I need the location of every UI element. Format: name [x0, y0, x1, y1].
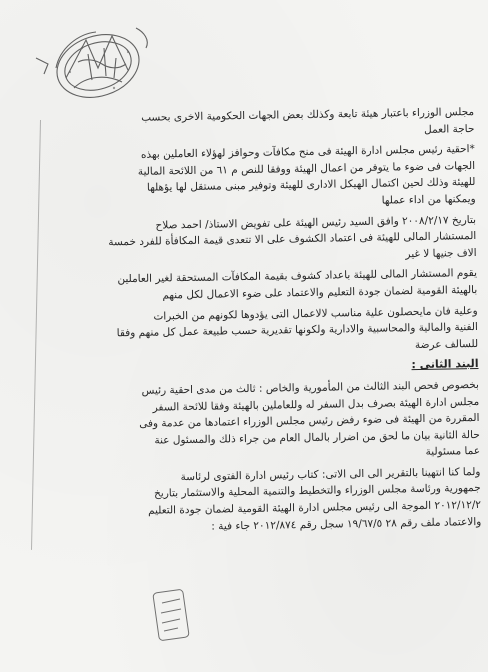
body-line: للهيئة وذلك لحين اكتمال الهيكل الادارى للهيئة وتوفير مبنى مستقل لها يؤهلها: [146, 176, 476, 195]
body-line: مجلس ادارة الهيئة بصرف بدل السفر له وللعاملين بالهيئة وفقا للائحة السفر: [152, 395, 480, 414]
body-line: الجهات فى ضوء ما يتوفر من اعمال الهيئة ووفقا للنص م ٦١ من اللائحة المالية: [137, 159, 476, 178]
body-line: للسالف عرضة: [414, 337, 479, 351]
document-body: [56, 104, 481, 537]
body-line: ولما كنا انتهينا بالتقرير الى الى الاتى: كتاب رئيس ادارة الفتوى لرئاسة: [180, 465, 481, 484]
body-line: والاعتماد ملف رقم ٢٨ ١٩/٦٧/٥ سجل رقم ٢٠١٢/٨٧٤ جاء فية :: [211, 515, 482, 533]
body-line: المقررة من الهيئة فى ضوء رفض رئيس مجلس الوزراء اعتمادها من عدمة وفى: [139, 412, 480, 430]
body-line: *احقية رئيس مجلس ادارة الهيئة فى منح مكافآت وحوافز لهؤلاء العاملين بهذه: [140, 143, 475, 162]
body-line: المستشار المالى للهيئة فى اعتماد الكشوف على الا تتعدى قيمة المكافأة للفرد خمسة: [108, 230, 477, 249]
body-line: حاجة العمل: [423, 122, 475, 136]
section-heading: البند الثانى :: [411, 357, 479, 372]
bottom-stamp-icon: [150, 585, 192, 645]
body-line: حالة الثانية بيان ما لحق من اضرار بالمال العام من جراء ذلك والمسئول عنة: [154, 428, 480, 447]
body-line: عما مسئولية: [425, 445, 481, 459]
seal-stamp-icon: [26, 18, 161, 108]
body-line: الاف جنيها لا غير: [405, 246, 477, 260]
body-line: بخصوص فحص البند الثالث من المأمورية والخاص : ثالث من مدى احقية رئيس: [141, 378, 480, 397]
body-line: وعلية فان مايحصلون علية مناسب لالاعمال التى يؤدوها لكونهم من الخبرات: [153, 304, 478, 323]
body-line: بتاريخ ٢٠٠٨/٢/١٧ وافق السيد رئيس الهيئة على تفويض الاستاذ/ احمد صلاح: [155, 213, 477, 232]
body-line: ٢٠١٢/١٢/٢ الموجة الى رئيس مجلس ادارة الهيئة القومية لضمان جودة التعليم: [147, 499, 482, 517]
body-line: جمهورية ورئاسة مجلس الوزراء والتخطيط والتنمية المحلية والاستثمار بتاريخ: [153, 482, 481, 501]
body-line: بالهيئة القومية لضمان جودة التعليم والاعتماد على ضوء الاعمال لكل منهم: [162, 283, 478, 302]
margin-line: [31, 120, 41, 550]
body-line: مجلس الوزراء باعتبار هيئة تابعة وكذلك بعض الجهات الحكومية الاخرى بحسب: [141, 105, 475, 124]
body-line: الفنية والمالية والمحاسبية والادارية ولكونها تقديرية حسب طبيعة عمل كل منهم وفقا: [116, 321, 478, 340]
body-line: ويمكنها من اداء عملها: [381, 192, 476, 207]
body-line: يقوم المستشار المالى للهيئة باعداد كشوف بقيمة المكافآت المستحقة لغير العاملين: [117, 267, 478, 286]
